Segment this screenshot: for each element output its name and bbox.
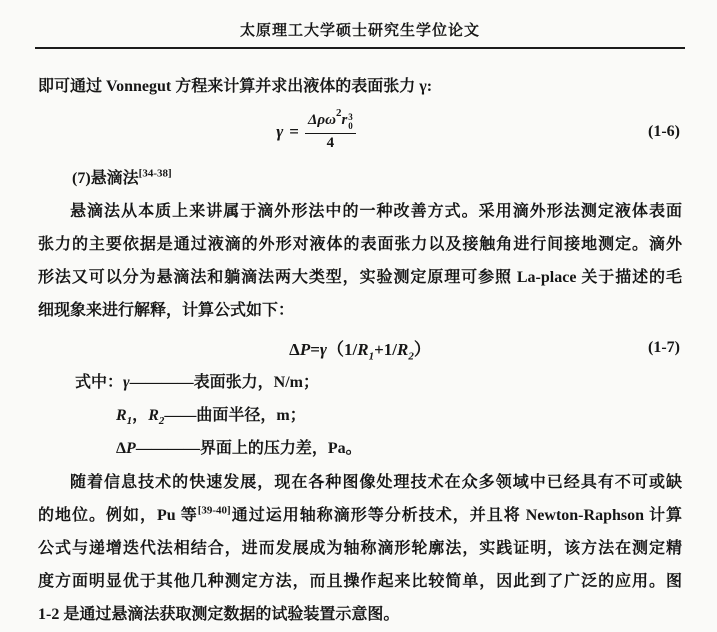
section-heading-text: (7)悬滴法 — [72, 170, 139, 187]
r1-symbol: R — [116, 407, 127, 424]
section-heading-7 — [38, 162, 682, 195]
r2-symbol: R — [148, 407, 159, 424]
gamma-symbol: γ — [276, 122, 284, 141]
gamma-symbol: γ — [319, 340, 327, 359]
numerator-vars: Δρω — [307, 112, 336, 128]
open-paren: （1/ — [326, 340, 358, 359]
close-paren: ） — [413, 340, 431, 359]
paragraph2-line5: 1-2 是通过悬滴法获取测定数据的试验装置示意图。 — [38, 606, 400, 623]
equation-1-7-formula — [289, 335, 431, 363]
paragraph2-line3: 公式与递增迭代法相结合，进而发展成为轴称滴形轮廓法，实践证明，该方法在测定精 — [38, 540, 682, 557]
r-symbol: r — [341, 112, 348, 128]
equation-1-6-formula — [276, 107, 356, 151]
equals-sign: = — [289, 122, 299, 141]
intro-line: 即可通过 Vonnegut 方程来计算并求出液体的表面张力 γ: — [38, 78, 433, 95]
r1-subscript: 1 — [368, 350, 375, 363]
gamma-description: 表面张力，N/m； — [193, 374, 320, 391]
equation-number-1-7: (1-7) — [648, 338, 680, 356]
paragraph1-line3: 形法又可以分为悬滴法和躺滴法两大类型，实验测定原理可参照 La-place 关于描述的毛 — [38, 269, 682, 286]
delta-symbol: Δ — [289, 340, 300, 359]
r2-subscript: 2 — [408, 350, 414, 363]
radii-description: 曲面半径，m； — [196, 407, 306, 424]
dash: —— — [164, 407, 197, 424]
paragraph2-line1: 随着信息技术的快速发展，现在各种图像处理技术在众多领域中已经具有不可或缺 — [70, 474, 682, 491]
delta-symbol: Δ — [116, 440, 127, 457]
definition-row-deltap — [38, 432, 682, 465]
plus-term: +1/ — [374, 340, 397, 359]
deltap-description: 界面上的压力差，Pa。 — [199, 440, 362, 457]
gamma-symbol: γ — [123, 374, 130, 391]
r-exponent: 3 — [348, 112, 353, 122]
header-rule — [35, 47, 685, 49]
separator: ， — [132, 407, 149, 424]
paragraph2-line2-pre: 的地位。例如，Pu 等 — [38, 507, 198, 524]
dash: ———— — [135, 440, 200, 457]
defs-lead: 式中： — [75, 374, 124, 391]
p-symbol: P — [126, 440, 136, 457]
definition-row-gamma — [38, 366, 682, 399]
equation-number-1-6: (1-6) — [648, 123, 680, 140]
paragraph2-line2-post: 通过运用轴称滴形等分析技术，并且将 Newton-Raphson 计算 — [230, 507, 682, 524]
r-subscript: 0 — [348, 121, 353, 131]
paragraph2-line4: 度方面明显优于其他几种测定方法，而且操作起来比较简单，因此到了广泛的应用。图 — [38, 573, 682, 590]
r1-subscript: 1 — [126, 415, 133, 428]
citation-ref-34-38: [34-38] — [138, 167, 172, 180]
paragraph1-line1: 悬滴法从本质上来讲属于滴外形法中的一种改善方式。采用滴外形法测定液体表面 — [70, 203, 682, 220]
citation-ref-39-40: [39-40] — [197, 504, 231, 517]
r2-symbol: R — [396, 340, 409, 359]
r2-subscript: 2 — [158, 415, 165, 428]
p-symbol: P — [299, 340, 311, 359]
r-subsup — [348, 113, 353, 131]
equation-1-7 — [38, 329, 682, 366]
page-header-title: 太原理工大学硕士研究生学位论文 — [239, 23, 480, 39]
equation-1-6 — [38, 105, 682, 159]
fraction-numerator: Δρω 2 r 3 0 — [305, 113, 356, 134]
fraction-denominator: 4 — [326, 135, 335, 151]
equals-sign: = — [310, 340, 320, 359]
paragraph2-line2 — [38, 499, 682, 532]
fraction — [305, 107, 356, 151]
definition-row-radii — [38, 399, 682, 432]
dash: ———— — [129, 374, 194, 391]
r1-symbol: R — [357, 340, 369, 359]
paragraph1-line4: 细现象来进行解释，计算公式如下： — [38, 302, 295, 319]
paragraph1-line2: 张力的主要依据是通过液滴的外形对液体的表面张力以及接触角进行间接地测定。滴外 — [38, 236, 682, 253]
